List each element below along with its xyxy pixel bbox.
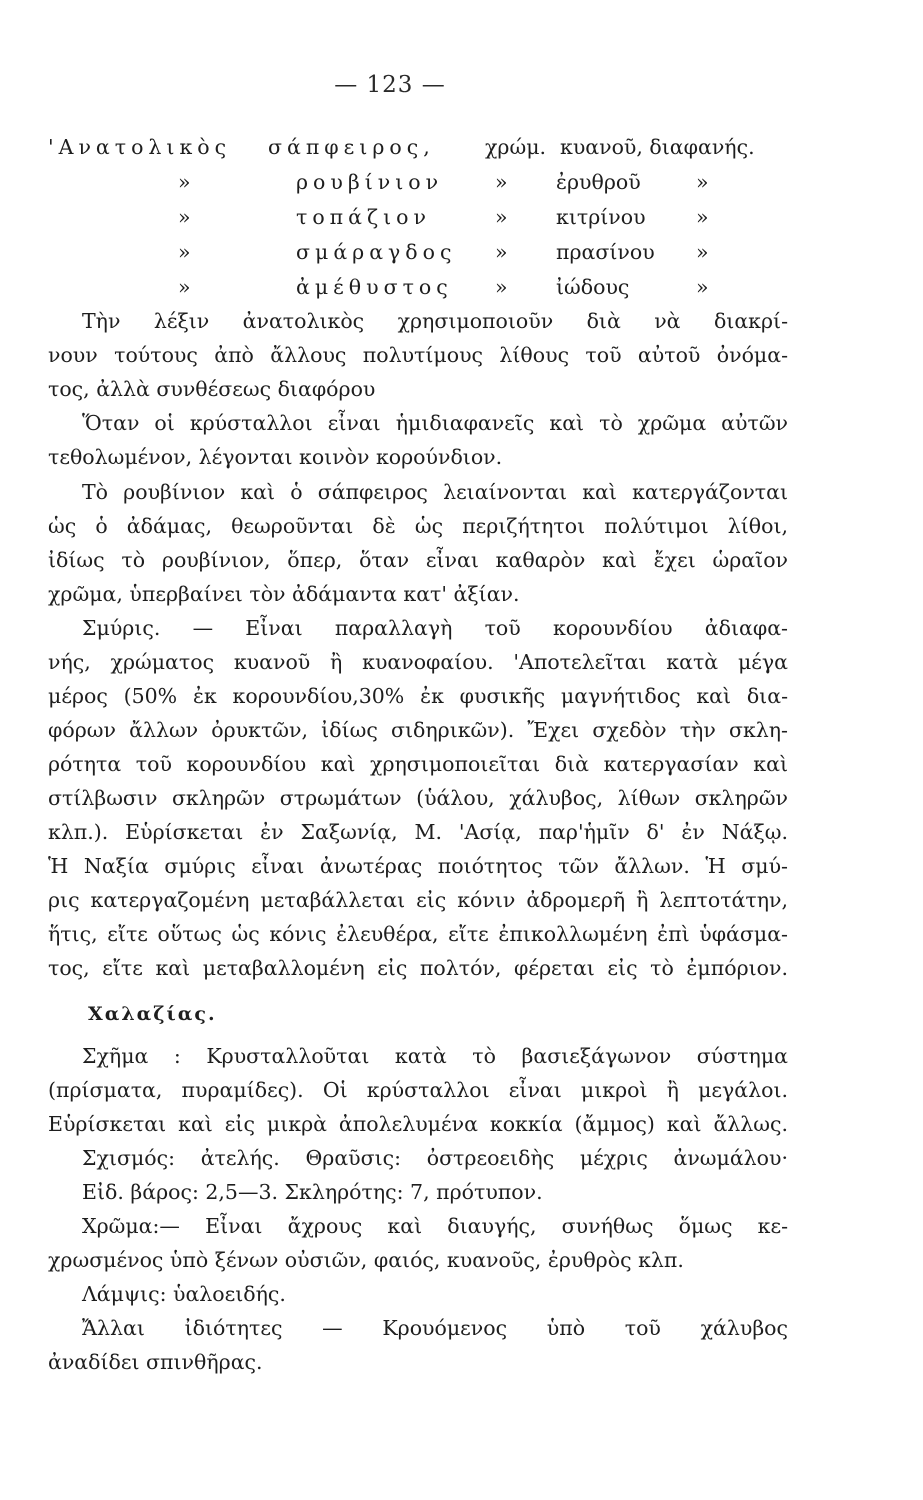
text-line-12: μέρος (50% ἐκ κορουνδίου,30% ἐκ φυσικῆς μαγνήτιδος καὶ δια- [48, 684, 788, 708]
text-line-11: νής, χρώματος κυανοῦ ἢ κυανοφαίου. 'Αποτελεῖται κατὰ μέγα [48, 650, 788, 674]
stone-prefix-2: » [178, 170, 191, 194]
text-line-14: ρότητα τοῦ κορουνδίου καὶ χρησιμοποιεῖται διὰ κατεργασίαν καὶ [48, 752, 788, 776]
text-line-20: τος, εἴτε καὶ μεταβαλλομένη εἰς πολτόν, φέρεται εἰς τὸ ἐμπόριον. [48, 956, 788, 980]
stone-end-2: » [696, 170, 709, 194]
section-line-7: χρωσμένος ὑπὸ ξένων οὐσιῶν, φαιός, κυανοῦς, ἐρυθρὸς κλπ. [48, 1248, 684, 1272]
stone-end-5: » [696, 275, 709, 299]
stone-name-3: τοπάζιον [296, 205, 431, 229]
stone-mark-3: » [495, 205, 508, 229]
stone-color-2: ἐρυθροῦ [556, 170, 641, 194]
text-line-8: ἰδίως τὸ ρουβίνιον, ὅπερ, ὅταν εἶναι καθαρὸν καὶ ἔχει ὡραῖον [48, 548, 788, 572]
stone-color-3: κιτρίνου [556, 205, 646, 229]
section-line-2: (πρίσματα, πυραμίδες). Οἱ κρύσταλλοι εἶναι μικροὶ ἢ μεγάλοι. [48, 1078, 788, 1102]
text-line-3: τος, ἀλλὰ συνθέσεως διαφόρου [48, 377, 376, 401]
stone-name-1: σάπφειρος, [268, 135, 435, 159]
text-line-10: Σμύρις. — Εἶναι παραλλαγὴ τοῦ κορουνδίου ἀδιαφα- [82, 616, 788, 640]
text-line-7: ὡς ὁ ἀδάμας, θεωροῦνται δὲ ὡς περιζήτητοι πολύτιμοι λίθοι, [48, 514, 788, 538]
section-line-3: Εὑρίσκεται καὶ εἰς μικρὰ ἀπολελυμένα κοκκία (ἄμμος) καὶ ἄλλως. [48, 1112, 788, 1136]
stone-prefix-3: » [178, 205, 191, 229]
stone-mark-5: » [495, 275, 508, 299]
stone-name-4: σμάραγδος [296, 240, 457, 264]
stone-mark-1: χρώμ. [485, 135, 547, 159]
text-line-5: τεθολωμένον, λέγονται κοινὸν κορούνδιον. [48, 445, 503, 469]
section-line-6: Χρῶμα:— Εἶναι ἄχρους καὶ διαυγής, συνήθως ὅμως κε- [82, 1214, 788, 1238]
stone-prefix-5: » [178, 275, 191, 299]
section-line-4: Σχισμός: ἀτελής. Θραῦσις: ὀστρεοειδὴς μέχρις ἀνωμάλου· [82, 1146, 788, 1170]
text-line-9: χρῶμα, ὑπερβαίνει τὸν ἀδάμαντα κατ' ἀξίαν. [48, 582, 520, 606]
stone-title-lead: 'Ανατολικὸς [48, 135, 232, 159]
stone-mark-2: » [495, 170, 508, 194]
section-line-1: Σχῆμα : Κρυσταλλοῦται κατὰ τὸ βασιεξάγωνον σύστημα [82, 1044, 788, 1068]
section-line-9: Ἄλλαι ἰδιότητες — Κρουόμενος ὑπὸ τοῦ χάλυβος [82, 1316, 788, 1340]
stone-end-4: » [696, 240, 709, 264]
text-line-13: φόρων ἄλλων ὀρυκτῶν, ἰδίως σιδηρικῶν). Ἔχει σχεδὸν τὴν σκλη- [48, 718, 788, 742]
stone-color-5: ἰώδους [556, 275, 630, 299]
text-line-4: Ὅταν οἱ κρύσταλλοι εἶναι ἡμιδιαφανεῖς καὶ τὸ χρῶμα αὐτῶν [82, 411, 788, 435]
section-line-10: ἀναδίδει σπινθῆρας. [48, 1350, 263, 1374]
text-line-15: στίλβωσιν σκληρῶν στρωμάτων (ὑάλου, χάλυβος, λίθων σκληρῶν [48, 786, 788, 810]
page-number: — 123 — [334, 72, 446, 98]
text-line-1: Τὴν λέξιν ἀνατολικὸς χρησιμοποιοῦν διὰ νὰ διακρί- [82, 309, 788, 333]
section-heading: Χαλαζίας. [88, 1003, 217, 1025]
text-line-19: ἥτις, εἴτε οὕτως ὡς κόνις ἐλευθέρα, εἴτε ἐπικολλωμένη ἐπὶ ὑφάσμα- [48, 922, 788, 946]
stone-name-2: ρουβίνιον [296, 170, 444, 194]
text-line-16: κλπ.). Εὑρίσκεται ἐν Σαξωνίᾳ, Μ. 'Ασίᾳ, παρ'ἡμῖν δ' ἐν Νάξῳ. [48, 820, 788, 844]
section-line-5: Εἰδ. βάρος: 2,5—3. Σκληρότης: 7, πρότυπον. [82, 1180, 543, 1204]
stone-prefix-4: » [178, 240, 191, 264]
stone-name-5: ἀμέθυστος [296, 275, 453, 299]
stone-color-4: πρασίνου [556, 240, 655, 264]
text-line-2: νουν τούτους ἀπὸ ἄλλους πολυτίμους λίθους τοῦ αὐτοῦ ὀνόμα- [48, 343, 788, 367]
stone-mark-4: » [495, 240, 508, 264]
text-line-17: Ἡ Ναξία σμύρις εἶναι ἀνωτέρας ποιότητος τῶν ἄλλων. Ἡ σμύ- [48, 854, 788, 878]
stone-end-3: » [696, 205, 709, 229]
text-line-6: Τὸ ρουβίνιον καὶ ὁ σάπφειρος λειαίνονται καὶ κατεργάζονται [82, 480, 788, 504]
text-line-18: ρις κατεργαζομένη μεταβάλλεται εἰς κόνιν ἀδρομερῆ ἢ λεπτοτάτην, [48, 888, 788, 912]
stone-color-1: κυανοῦ, διαφανής. [560, 135, 755, 159]
section-line-8: Λάμψις: ὑαλοειδής. [82, 1282, 286, 1306]
